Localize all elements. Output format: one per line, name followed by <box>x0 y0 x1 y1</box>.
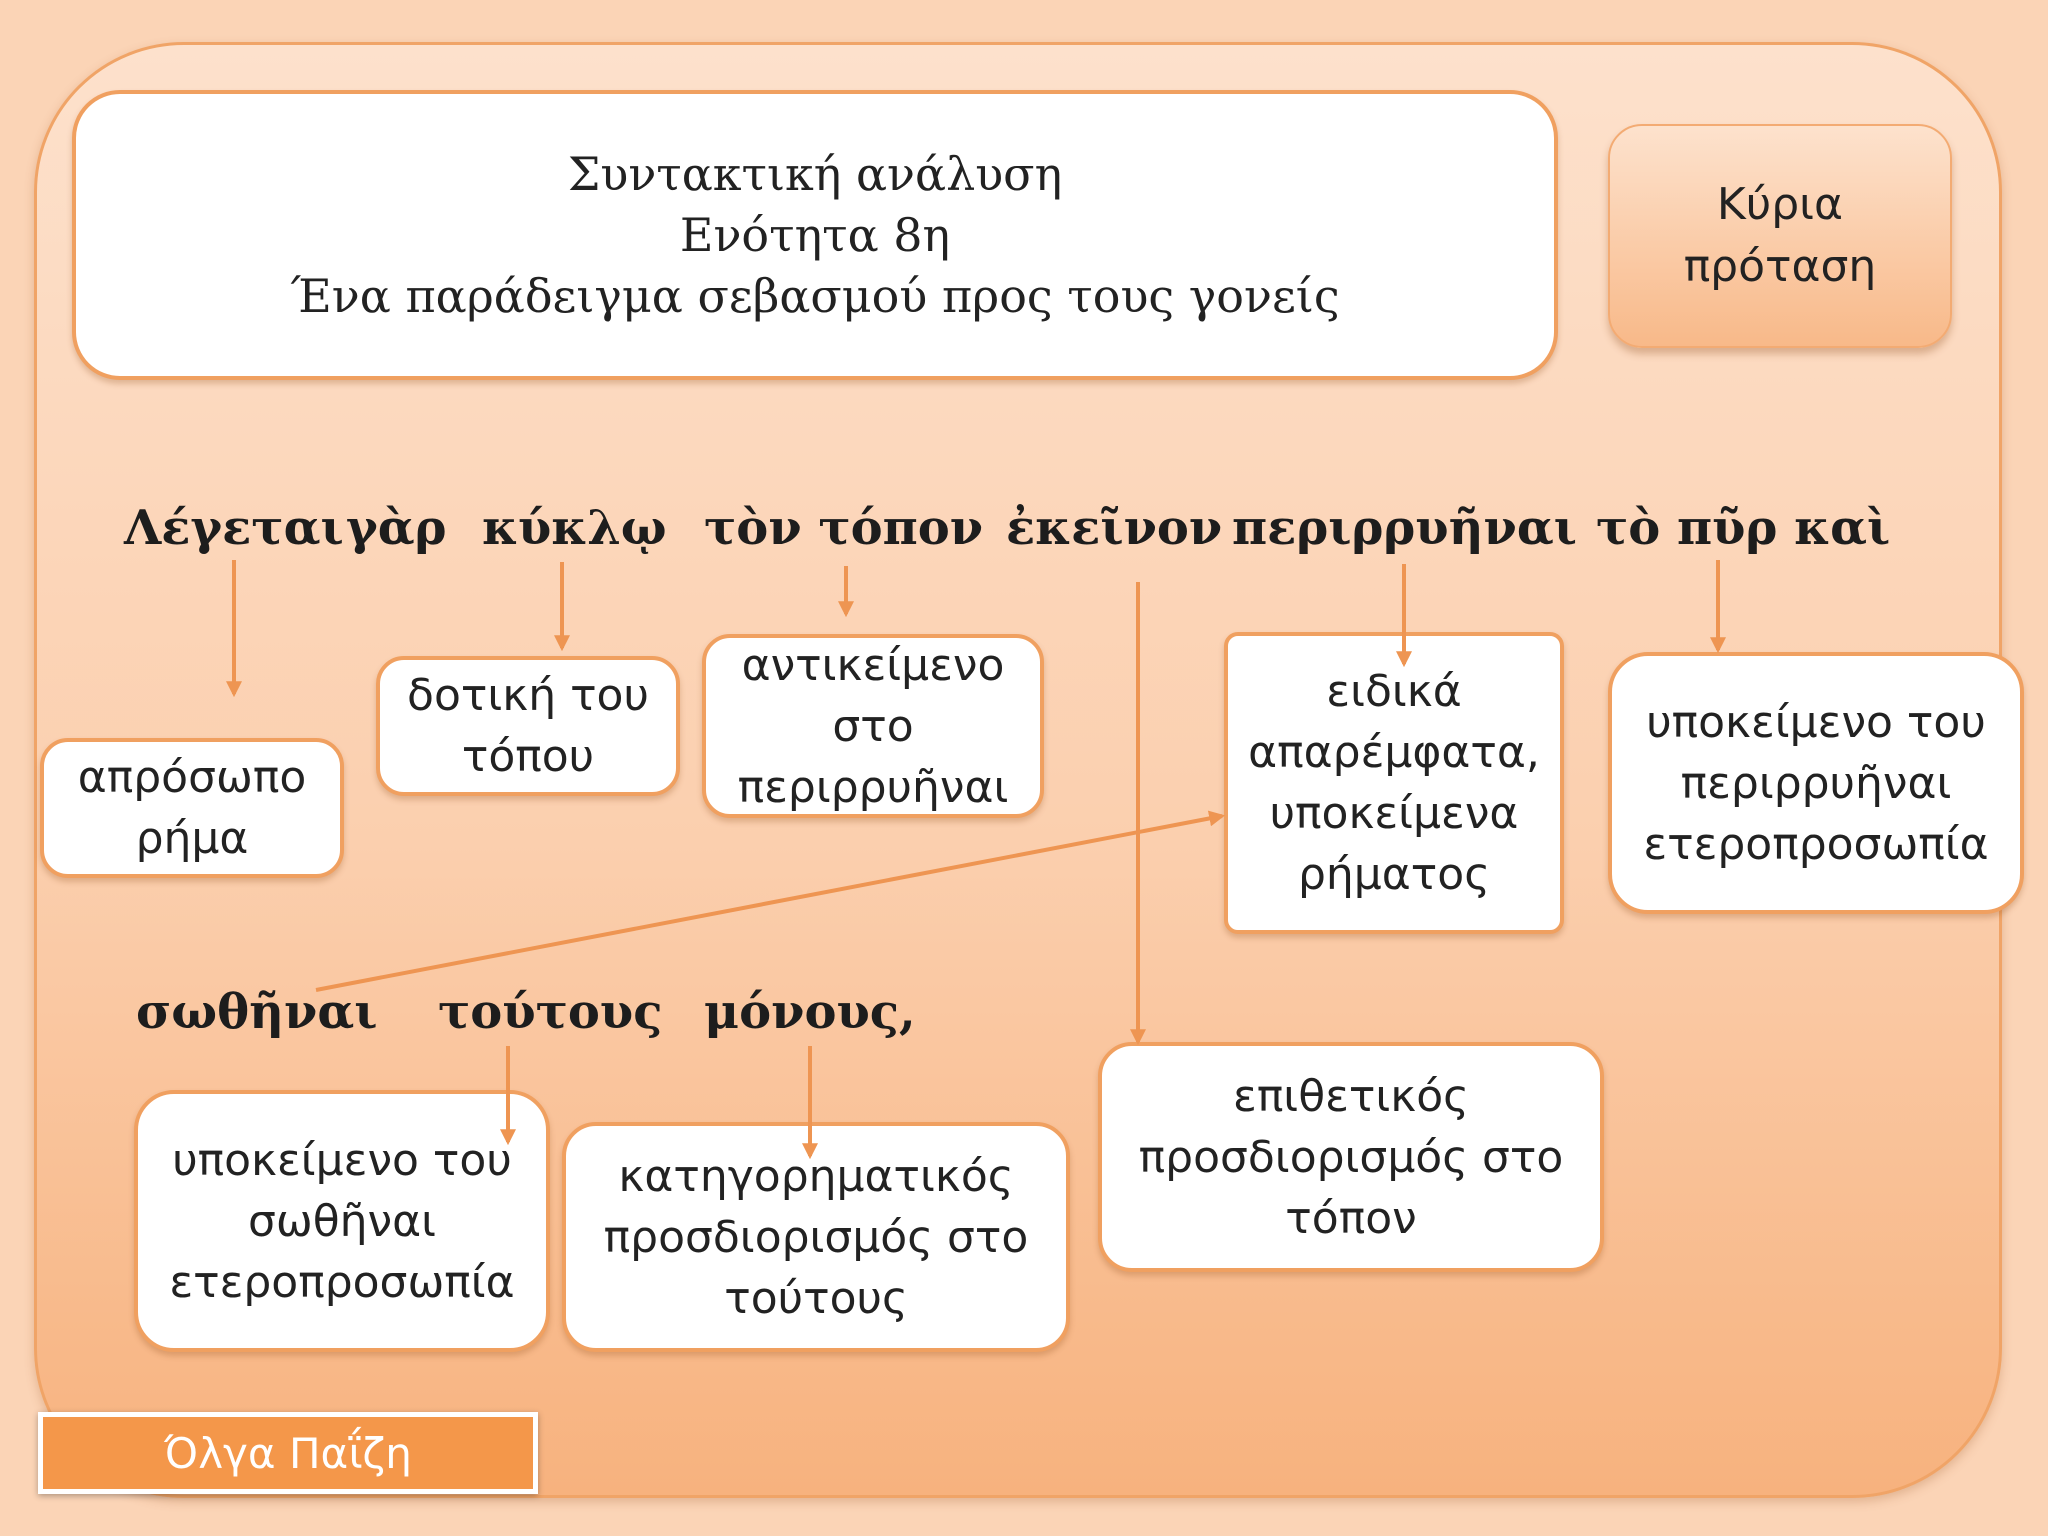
box-line: τόπου <box>461 731 595 782</box>
word-periryenai: περιρρυῆναι <box>1232 500 1577 556</box>
word-monous: μόνους, <box>704 984 916 1040</box>
box-line: αντικείμενο <box>741 639 1005 691</box>
word-sothenai: σωθῆναι <box>136 984 378 1040</box>
box-line: ρήμα <box>135 813 249 864</box>
box-line: απαρέμφατα, <box>1248 727 1540 778</box>
title-line-2: Ενότητα 8η <box>679 207 951 262</box>
box-line: κατηγορηματικός <box>618 1150 1014 1202</box>
box-line: ειδικά <box>1326 666 1462 717</box>
box-line: προσδιορισμός στο <box>1138 1131 1564 1183</box>
box-line: υποκείμενο του <box>1646 696 1986 748</box>
box-line: περιρρυῆναι <box>737 761 1009 813</box>
word-to-pyr-kai: τὸ πῦρ καὶ <box>1596 500 1891 556</box>
word-legetai: Λέγεται <box>124 500 344 556</box>
box-line: προσδιορισμός στο <box>603 1211 1029 1263</box>
main-clause-line-1: Κύρια <box>1716 179 1844 230</box>
box-line: στο <box>832 700 914 752</box>
title-line-1: Συντακτική ανάλυση <box>567 146 1063 201</box>
box-line: ετεροπροσωπία <box>1643 818 1989 870</box>
title-line-3: Ένα παράδειγμα σεβασμού προς τους γονείς <box>290 268 1340 323</box>
box-line: επιθετικός <box>1233 1070 1469 1122</box>
box-line: απρόσωπο <box>77 752 307 803</box>
box-line: υποκείμενο του <box>172 1134 512 1186</box>
box-line: σωθῆναι <box>247 1195 436 1247</box>
box-line: ετεροπροσωπία <box>169 1256 515 1308</box>
box-line: δοτική του <box>407 670 649 721</box>
author-label: Όλγα Παΐζη <box>38 1412 538 1494</box>
box-line: ρήματος <box>1297 849 1491 900</box>
word-ton-topon: τὸν τόπον <box>704 500 984 556</box>
arrow-sothenai <box>316 816 1222 990</box>
word-kyklo: κύκλῳ <box>482 500 667 556</box>
word-ekeinon: ἐκεῖνον <box>1006 500 1223 556</box>
word-gar: γὰρ <box>346 500 447 556</box>
word-toutous: τούτους <box>438 984 663 1040</box>
box-line: υποκείμενα <box>1269 788 1519 839</box>
box-line: τούτους <box>724 1272 908 1324</box>
box-line: τόπον <box>1285 1192 1417 1244</box>
box-line: περιρρυῆναι <box>1680 757 1952 809</box>
main-clause-line-2: πρόταση <box>1683 241 1877 292</box>
